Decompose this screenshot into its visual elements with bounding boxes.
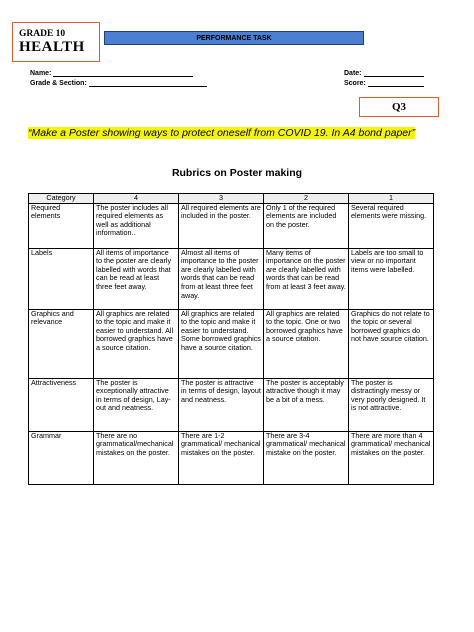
name-label: Name: [30,70,52,77]
performance-task-banner: PERFORMANCE TASK [104,31,364,45]
rubric-cell: All items of importance to the poster are clearly labelled with words that can be read at least three feet away. [94,248,179,309]
table-row [29,378,434,431]
name-blank-line [53,70,193,77]
rubric-cell: The poster includes all required elements as well as additional information.. [94,203,179,248]
table-row [29,431,434,484]
score-field[interactable] [344,80,424,87]
score-blank-line [368,80,424,87]
rubric-cell: All graphics are related to the topic and make it easier to understand. Some borrowed graphics have a source citation. [179,309,264,378]
rubric-cell: All graphics are related to the topic and make it easier to understand. All borrowed graphics have a source citation. [94,309,179,378]
quarter-box: Q3 [359,97,439,117]
rubric-cell: The poster is exceptionally attractive in terms of design, Lay-out and neatness. [94,378,179,431]
rubric-cell: Graphics do not relate to the topic or several borrowed graphics do not have source citation. [349,309,434,378]
grade-label: GRADE 10 [19,28,66,39]
header-category: Category [29,194,94,204]
rubric-cell: There are 1-2 grammatical/ mechanical mistakes on the poster. [179,431,264,484]
rubric-cell: All required elements are included in the poster. [179,203,264,248]
table-row [29,248,434,309]
header-score-1: 1 [349,194,434,204]
rubric-cell: Labels are too small to view or no important items were labelled. [349,248,434,309]
row-category: Labels [29,248,94,309]
rubric-cell: There are no grammatical/mechanical mistakes on the poster. [94,431,179,484]
date-label: Date: [344,70,362,77]
grade-section-label: Grade & Section: [30,80,87,87]
row-category: Grammar [29,431,94,484]
rubric-cell: The poster is distractingly messy or very poorly designed. It is not attractive. [349,378,434,431]
table-row [29,203,434,248]
row-category: Attractiveness [29,378,94,431]
rubric-cell: Only 1 of the required elements are included on the poster. [264,203,349,248]
rubric-cell: The poster is attractive in terms of design, layout and neatness. [179,378,264,431]
row-category: Required elements [29,203,94,248]
score-label: Score: [344,80,366,87]
rubric-cell: The poster is acceptably attractive though it may be a bit of a mess. [264,378,349,431]
header-score-2: 2 [264,194,349,204]
rubric-cell: Several required elements were missing. [349,203,434,248]
rubric-cell: All graphics are related to the topic. One or two borrowed graphics have a source citation. [264,309,349,378]
rubric-cell: Almost all items of importance to the poster are clearly labelled with words that can be read from at least three feet away. [179,248,264,309]
header-score-3: 3 [179,194,264,204]
date-field[interactable] [344,70,424,77]
name-field[interactable] [30,70,193,77]
task-prompt [28,127,428,140]
grade-section-blank-line [89,80,207,87]
rubric-header-row [29,194,434,204]
grade-section-field[interactable] [30,80,207,87]
date-blank-line [364,70,424,77]
rubric-table [28,193,434,485]
task-prompt-text: “Make a Poster showing ways to protect oneself from COVID 19. In A4 bond paper” [28,127,416,139]
header-score-4: 4 [94,194,179,204]
grade-subject-box [12,22,100,62]
rubric-title: Rubrics on Poster making [171,167,303,179]
rubric-cell: There are more than 4 grammatical/ mechanical mistakes on the poster. [349,431,434,484]
rubric-cell: There are 3-4 grammatical/ mechanical mistake on the poster. [264,431,349,484]
table-row [29,309,434,378]
rubric-cell: Many items of importance on the poster are clearly labelled with words that can be read from at least 3 feet away. [264,248,349,309]
subject-label: HEALTH [19,38,85,55]
row-category: Graphics and relevance [29,309,94,378]
